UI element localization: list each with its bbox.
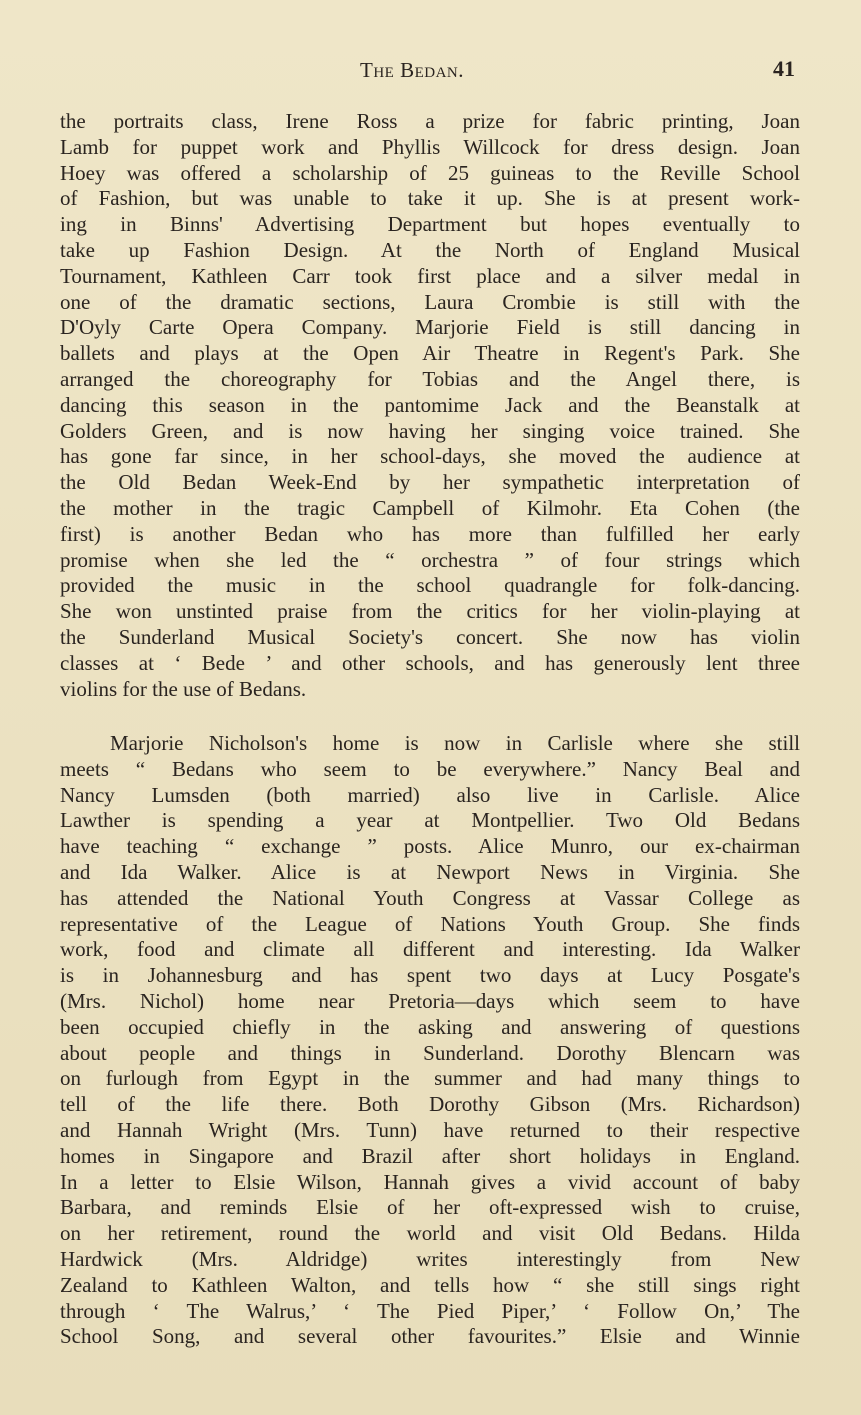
text-line: D'Oyly Carte Opera Company. Marjorie Field is still dancing in — [60, 315, 800, 340]
page-header — [0, 58, 861, 88]
text-line: Hardwick (Mrs. Aldridge) writes interestingly from New — [60, 1246, 800, 1271]
text-line: Nancy Lumsden (both married) also live in Carlisle. Alice — [60, 782, 800, 807]
text-line: Hoey was offered a scholarship of 25 guineas to the Reville School — [60, 160, 800, 185]
text-line: Lawther is spending a year at Montpellier. Two Old Bedans — [60, 808, 800, 833]
text-line: Zealand to Kathleen Walton, and tells how “ she still sings right — [60, 1272, 800, 1297]
text-line: Tournament, Kathleen Carr took first place and a silver medal in — [60, 263, 800, 288]
text-line: violins for the use of Bedans. — [60, 676, 307, 701]
text-line: ing in Binns' Advertising Department but hopes eventually to — [60, 212, 800, 237]
text-line: Golders Green, and is now having her singing voice trained. She — [60, 418, 800, 443]
text-line: Lamb for puppet work and Phyllis Willcock for dress design. Joan — [60, 134, 800, 159]
text-line: and Hannah Wright (Mrs. Tunn) have returned to their respective — [60, 1117, 800, 1142]
text-line: and Ida Walker. Alice is at Newport News in Virginia. She — [60, 859, 800, 884]
text-line: take up Fashion Design. At the North of England Musical — [60, 237, 800, 262]
text-line: on her retirement, round the world and visit Old Bedans. Hilda — [60, 1221, 800, 1246]
text-line: tell of the life there. Both Dorothy Gibson (Mrs. Richardson) — [60, 1092, 800, 1117]
text-line: Marjorie Nicholson's home is now in Carlisle where she still — [110, 731, 800, 755]
text-line: meets “ Bedans who seem to be everywhere.” Nancy Beal and — [60, 756, 800, 781]
text-line: been occupied chiefly in the asking and answering of questions — [60, 1014, 800, 1039]
text-line: about people and things in Sunderland. Dorothy Blencarn was — [60, 1040, 800, 1065]
text-line: one of the dramatic sections, Laura Crombie is still with the — [60, 289, 800, 314]
text-line: first) is another Bedan who has more than fulfilled her early — [60, 521, 800, 546]
text-line: have teaching “ exchange ” posts. Alice Munro, our ex-chairman — [60, 834, 800, 859]
text-line: Barbara, and reminds Elsie of her oft-expressed wish to cruise, — [60, 1195, 800, 1220]
text-line: has gone far since, in her school-days, she moved the audience at — [60, 444, 800, 469]
paragraph-2 — [60, 731, 800, 1350]
text-line: the mother in the tragic Campbell of Kilmohr. Eta Cohen (the — [60, 495, 800, 520]
text-line: dancing this season in the pantomime Jack and the Beanstalk at — [60, 392, 800, 417]
text-line: through ‘ The Walrus,’ ‘ The Pied Piper,’ ‘ Follow On,’ The — [60, 1298, 800, 1323]
running-title: The Bedan. — [360, 58, 464, 82]
text-line: provided the music in the school quadrangle for folk-dancing. — [60, 573, 800, 598]
text-line: of Fashion, but was unable to take it up. She is at present work- — [60, 186, 800, 211]
text-line: the portraits class, Irene Ross a prize for fabric printing, Joan — [60, 109, 800, 133]
text-line: on furlough from Egypt in the summer and had many things to — [60, 1066, 800, 1091]
text-line: the Old Bedan Week-End by her sympathetic interpretation of — [60, 470, 800, 495]
text-line: representative of the League of Nations Youth Group. She finds — [60, 911, 800, 936]
text-line: She won unstinted praise from the critics for her violin-playing at — [60, 599, 800, 624]
text-line: work, food and climate all different and interesting. Ida Walker — [60, 937, 800, 962]
text-line: arranged the choreography for Tobias and the Angel there, is — [60, 366, 800, 391]
text-line: (Mrs. Nichol) home near Pretoria—days which seem to have — [60, 988, 800, 1013]
text-line: homes in Singapore and Brazil after short holidays in England. — [60, 1143, 800, 1168]
page-number: 41 — [773, 56, 795, 81]
text-line: School Song, and several other favourites.” Elsie and Winnie — [60, 1324, 800, 1349]
text-line: In a letter to Elsie Wilson, Hannah gives a vivid account of baby — [60, 1169, 800, 1194]
text-line: the Sunderland Musical Society's concert. She now has violin — [60, 624, 800, 649]
text-line: promise when she led the “ orchestra ” of four strings which — [60, 547, 800, 572]
text-line: is in Johannesburg and has spent two days at Lucy Posgate's — [60, 963, 800, 988]
text-line: classes at ‘ Bede ’ and other schools, and has generously lent three — [60, 650, 800, 675]
text-line: has attended the National Youth Congress at Vassar College as — [60, 885, 800, 910]
text-line: ballets and plays at the Open Air Theatre in Regent's Park. She — [60, 341, 800, 366]
paragraph-1 — [60, 109, 800, 702]
